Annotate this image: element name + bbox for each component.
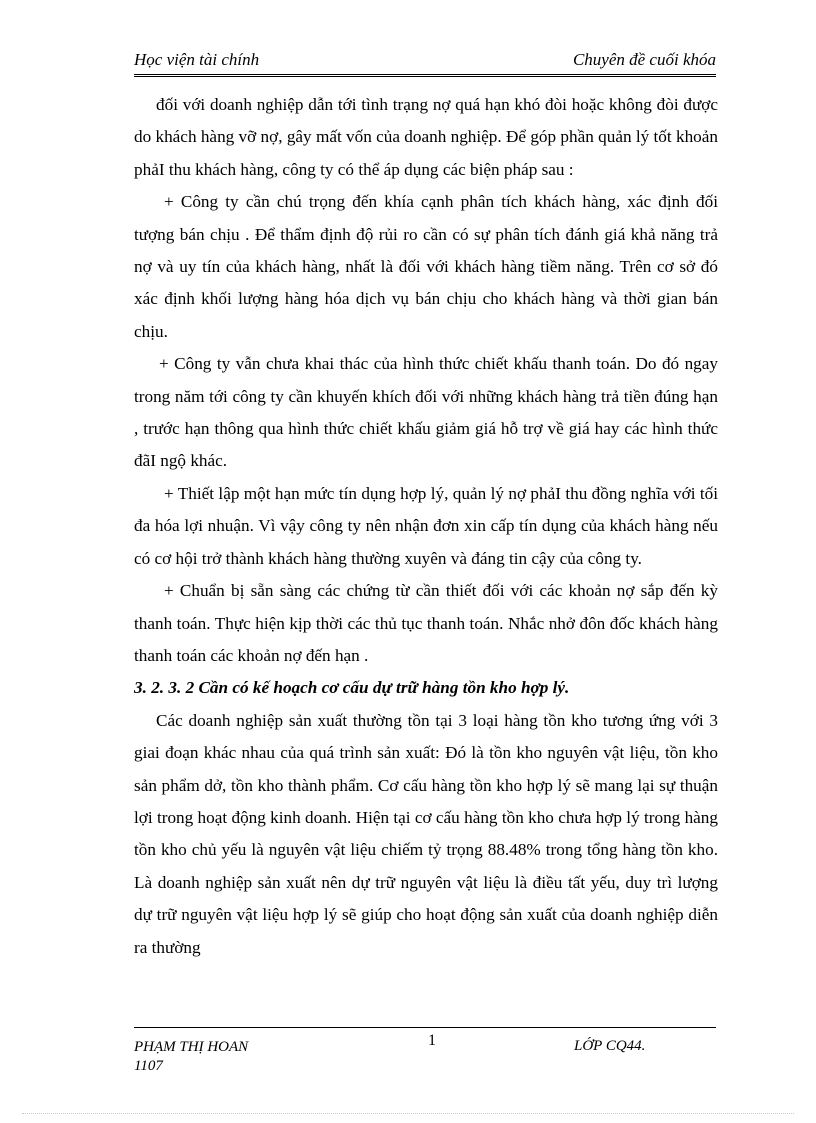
footer-author	[134, 1038, 248, 1076]
page-number: 1	[428, 1032, 436, 1049]
footer-class: LỚP CQ44.	[574, 1038, 646, 1054]
footer-author-name: PHẠM THỊ HOAN	[134, 1039, 249, 1055]
paragraph-credit-limit: + Thiết lập một hạn mức tín dụng hợp lý, quản lý nợ phảI thu đồng nghĩa với tối đa hóa lợi nhuận. Vì vậy công ty nên nhận đơn xin cấp tín dụng của khách hàng nếu có cơ hội trở thành khách hàng thường xuyên và đáng tin cậy của công ty.	[134, 483, 718, 568]
section-heading: 3. 2. 3. 2 Cần có kế hoạch cơ cấu dự trữ hàng tồn kho hợp lý.	[134, 678, 570, 698]
paragraph-inventory-structure: Các doanh nghiệp sản xuất thường tồn tại 3 loại hàng tồn kho tương ứng với 3 giai đoạn khác nhau của quá trình sản xuất: Đó là tồn kho nguyên vật liệu, tồn kho sản phẩm dở, tồn kho thành phẩm. Cơ cấu hàng tồn kho hợp lý sẽ mang lại sự thuận lợi trong hoạt động kinh doanh. Hiện tại cơ cấu hàng tồn kho chưa hợp lý trong hàng tồn kho chủ yếu là nguyên vật liệu chiếm tỷ trọng 88.48% trong tổng hàng tồn kho. Là doanh nghiệp sản xuất nên dự trữ nguyên vật liệu là điều tất yếu, duy trì lượng dự trữ nguyên vật liệu hợp lý sẽ giúp cho hoạt động sản xuất của doanh nghiệp diễn ra thường	[134, 710, 718, 957]
page-header	[134, 48, 716, 77]
page-footer	[134, 1027, 716, 1074]
page-body	[134, 89, 718, 964]
footer-author-code: 1107	[134, 1058, 163, 1074]
paragraph-customer-analysis: + Công ty cần chú trọng đến khía cạnh phân tích khách hàng, xác định đối tượng bán chịu . Để thẩm định độ rủi ro cần có sự phân tích đánh giá khả năng trả nợ và uy tín của khách hàng, nhất là đối với khách hàng tiềm năng. Trên cơ sở đó xác định khối lượng hàng hóa dịch vụ bán chịu cho khách hàng và thời gian bán chịu.	[134, 192, 718, 341]
paragraph-payment-documents: + Chuẩn bị sẵn sàng các chứng từ cần thiết đối với các khoản nợ sắp đến kỳ thanh toán. Thực hiện kịp thời các thủ tục thanh toán. Nhắc nhở đôn đốc khách hàng thanh toán các khoản nợ đến hạn .	[134, 581, 718, 665]
header-document-type: Chuyên đề cuối khóa	[572, 50, 716, 69]
header-institution: Học viện tài chính	[134, 50, 260, 69]
paragraph-receivables-intro: đối với doanh nghiệp dẫn tới tình trạng nợ quá hạn khó đòi hoặc không đòi được do khách hàng vỡ nợ, gây mất vốn của doanh nghiệp. Để góp phần quản lý tốt khoản phảI thu khách hàng, công ty có thể áp dụng các biện pháp sau :	[134, 95, 718, 179]
page-bottom-divider	[22, 1113, 794, 1114]
paragraph-payment-discount: + Công ty vẫn chưa khai thác của hình thức chiết khấu thanh toán. Do đó ngay trong năm tới công ty cần khuyến khích đối với những khách hàng trả tiền đúng hạn , trước hạn thông qua hình thức chiết khấu giảm giá hỗ trợ về giá hay các hình thức đãI ngộ khác.	[134, 354, 718, 471]
